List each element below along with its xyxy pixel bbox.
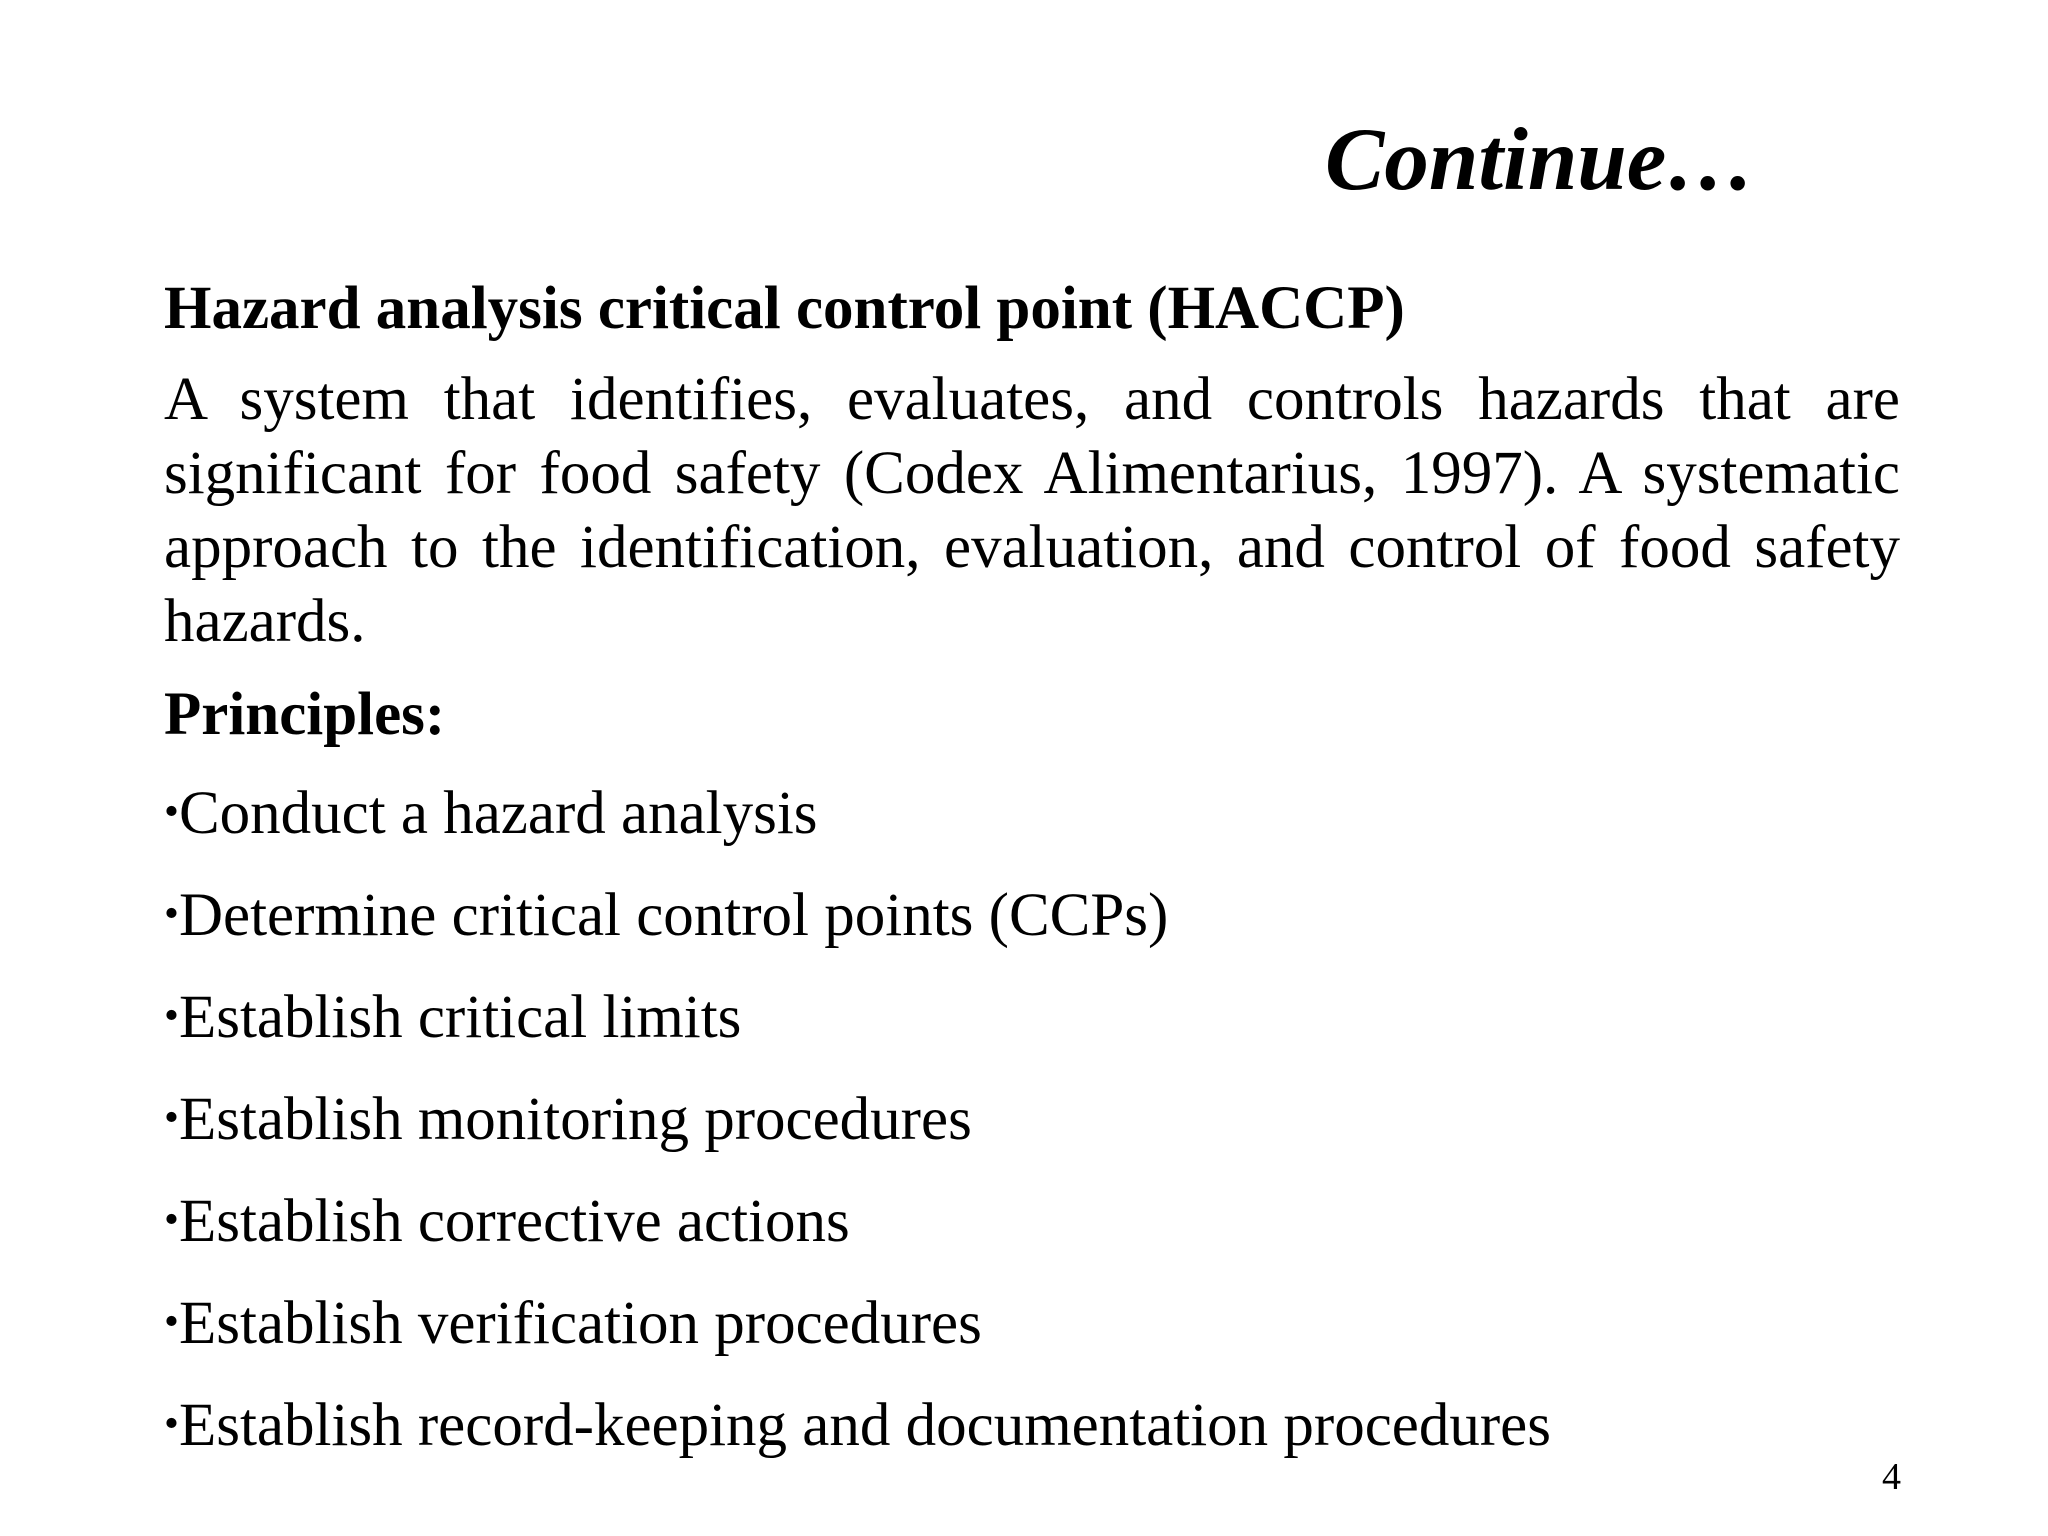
principle-item xyxy=(164,1276,1900,1378)
principle-text: Conduct a hazard analysis xyxy=(178,779,818,847)
principle-item xyxy=(164,1174,1900,1276)
slide-title: Continue… xyxy=(1325,111,1756,209)
principles-list xyxy=(164,766,1900,1480)
bullet-icon: • xyxy=(164,1399,179,1447)
principle-text: Establish corrective actions xyxy=(178,1187,850,1255)
principle-text: Establish monitoring procedures xyxy=(178,1085,972,1153)
bullet-icon: • xyxy=(164,1195,179,1243)
bullet-icon: • xyxy=(164,889,179,937)
bullet-icon: • xyxy=(164,787,179,835)
page-number: 4 xyxy=(1882,1456,1901,1498)
principle-text: Establish verification procedures xyxy=(178,1289,982,1357)
bullet-icon: • xyxy=(164,1297,179,1345)
principle-item xyxy=(164,970,1900,1072)
bullet-icon: • xyxy=(164,1093,179,1141)
principle-text: Establish record-keeping and documentation procedures xyxy=(178,1391,1551,1459)
haccp-heading: Hazard analysis critical control point (HACCP) xyxy=(164,275,1405,342)
principle-item xyxy=(164,1378,1900,1480)
slide-content xyxy=(164,271,1900,1480)
haccp-definition: A system that identifies, evaluates, and controls hazards that are significant for food safety (Codex Alimentarius, 1997). A systematic approach to the identification, evaluation, and control of food safety hazards. xyxy=(164,366,1900,656)
principle-item xyxy=(164,1072,1900,1174)
principle-item xyxy=(164,766,1900,868)
principles-heading: Principles: xyxy=(164,681,446,749)
bullet-icon: • xyxy=(164,991,179,1039)
principle-text: Determine critical control points (CCPs) xyxy=(178,881,1169,949)
principle-text: Establish critical limits xyxy=(178,983,742,1051)
principle-item xyxy=(164,868,1900,970)
